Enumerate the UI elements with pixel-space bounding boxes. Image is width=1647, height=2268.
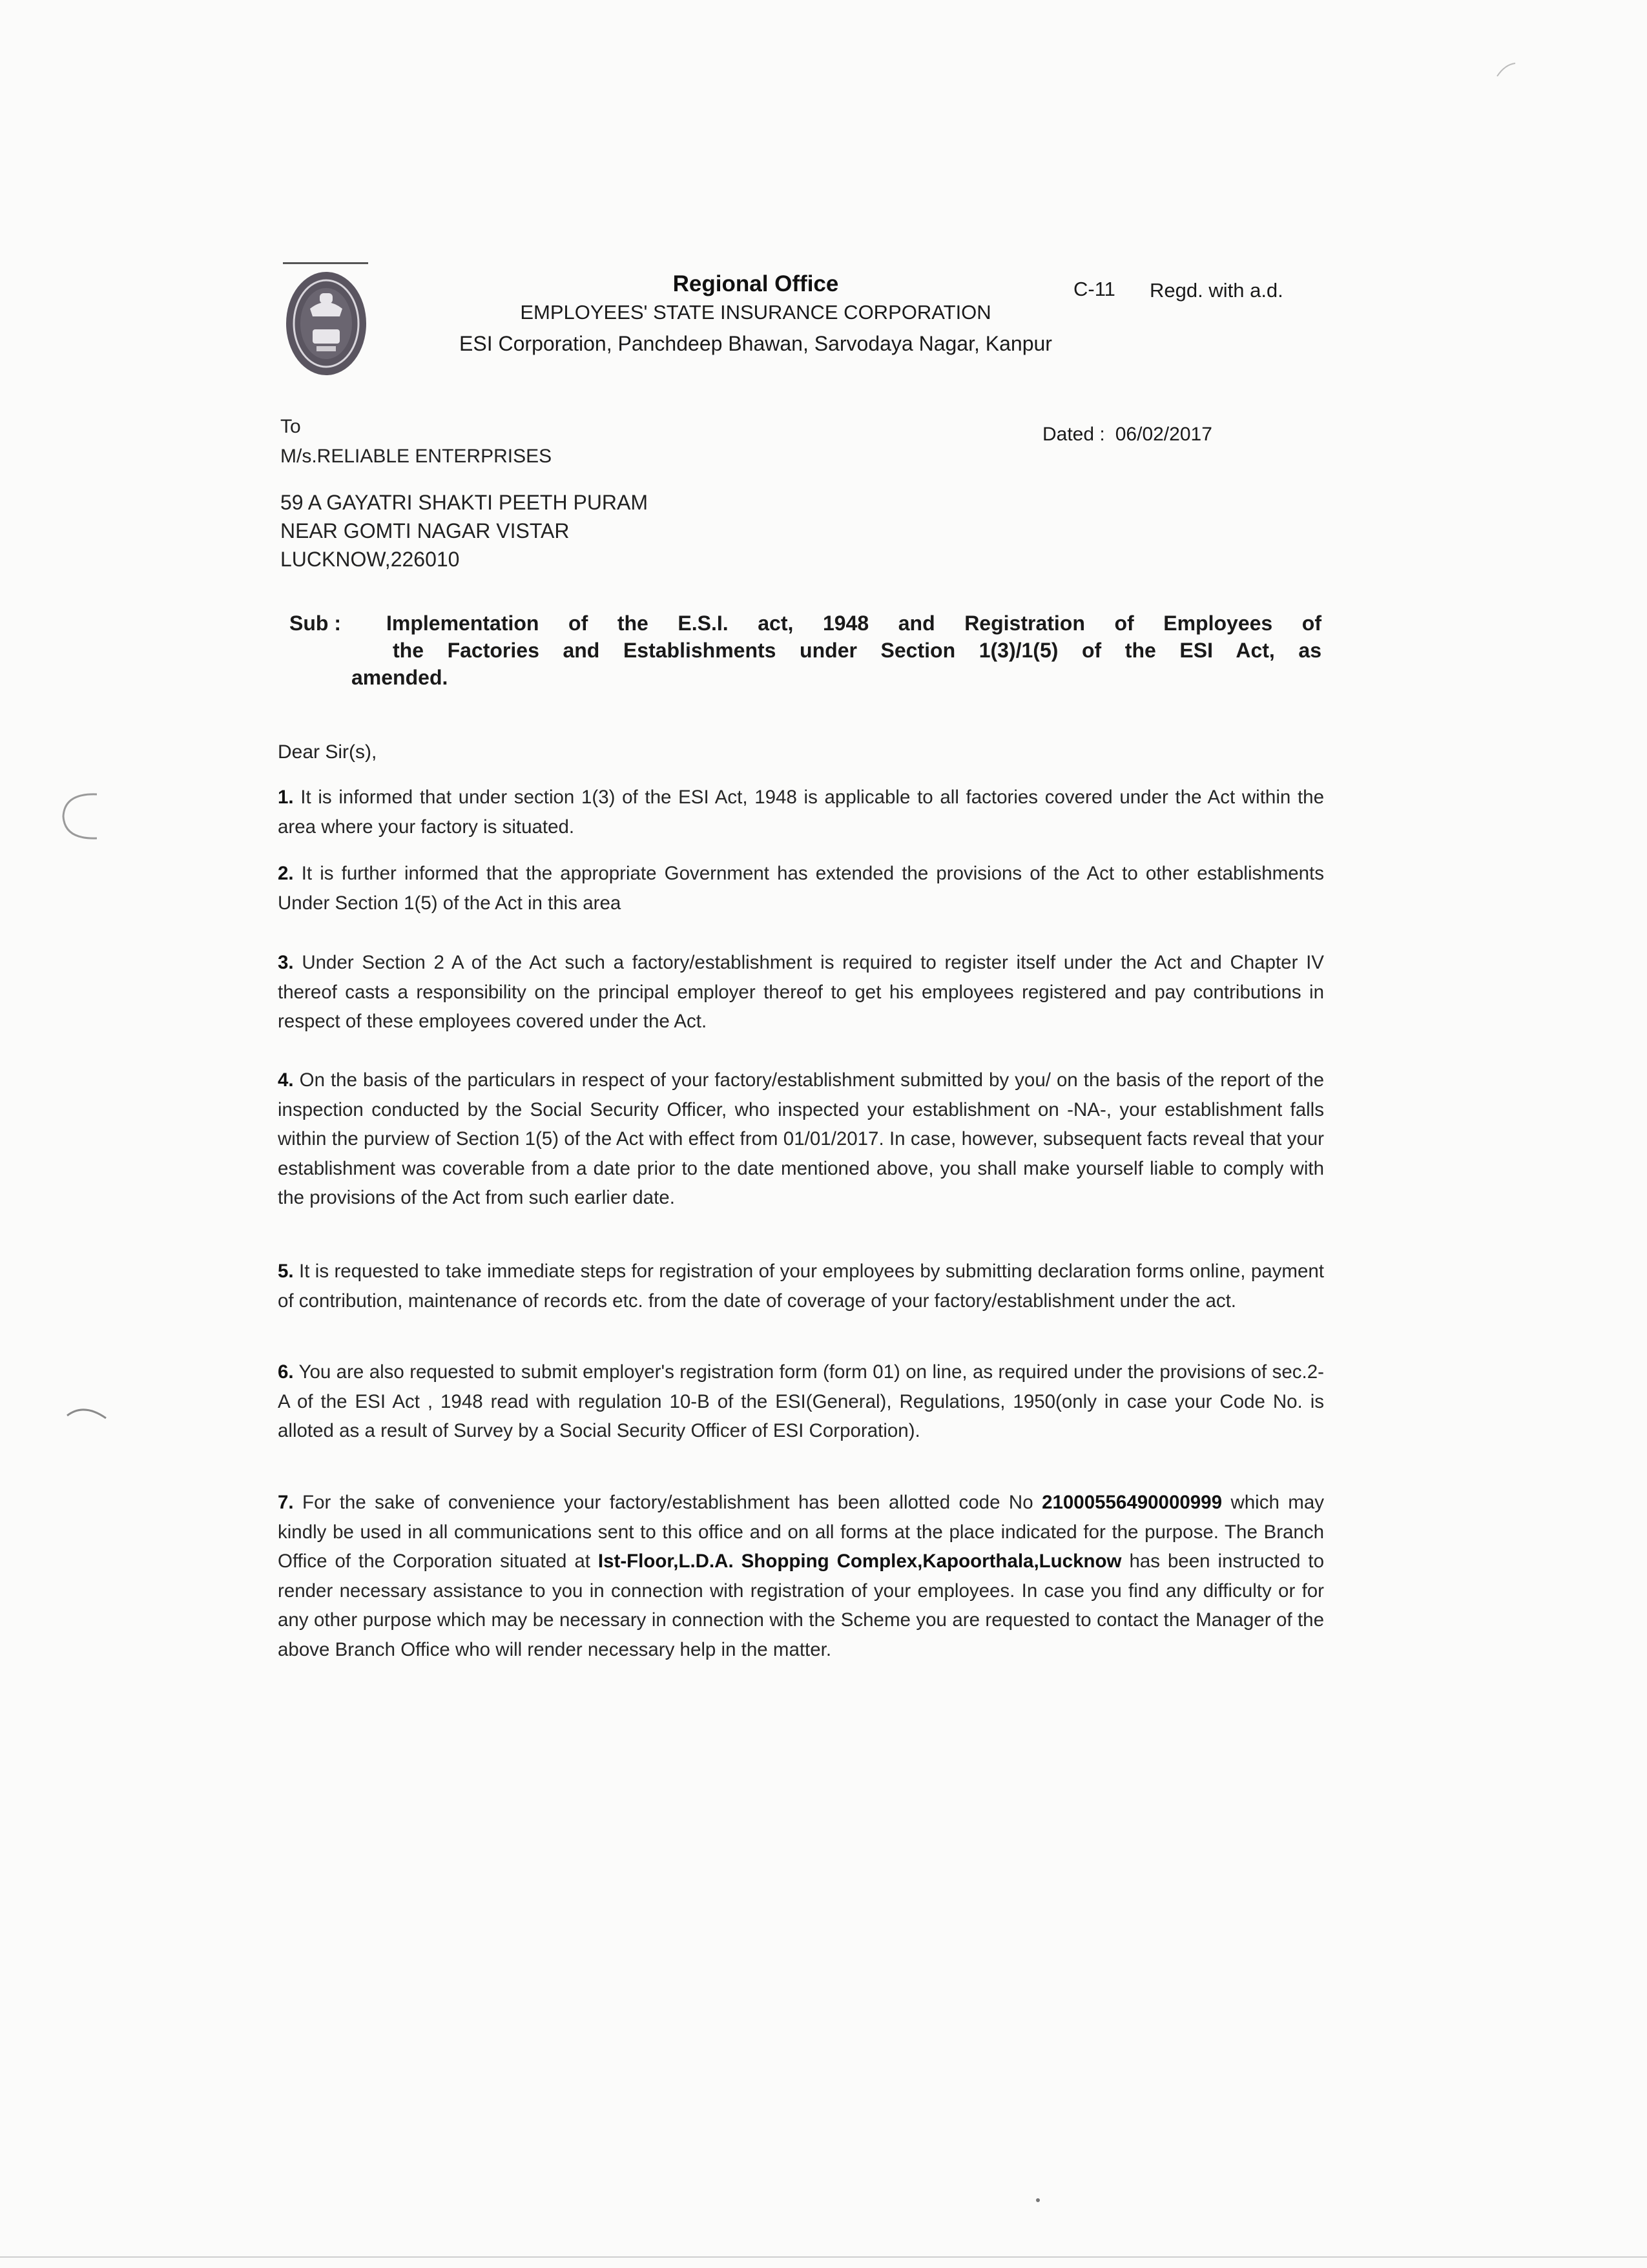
paragraph-text: Under Section 2 A of the Act such a factory/establishment is required to register itself under the Act and Chapter IV thereof casts a responsibility on the principal employer thereof to get his employees registered and pay contributions in respect of these employees covered under the Act. (278, 952, 1324, 1032)
paragraph-7 (278, 1488, 1324, 1664)
page-edge (0, 2256, 1647, 2258)
employer-code: 21000556490000999 (1042, 1492, 1222, 1513)
subject-line1: Implementation of the E.S.I. act, 1948 and Registration of Employees of (386, 612, 1321, 635)
recipient-address-line3: LUCKNOW,226010 (280, 548, 460, 571)
date-label: Dated : (1042, 424, 1105, 445)
branch-office-address: Ist-Floor,L.D.A. Shopping Complex,Kapoorthala,Lucknow (597, 1551, 1122, 1572)
scan-speck (1036, 2198, 1040, 2202)
esic-emblem-icon (284, 270, 368, 377)
paragraph-5 (278, 1257, 1324, 1315)
paragraph-2 (278, 859, 1324, 918)
paragraph-number: 4. (278, 1069, 294, 1091)
punch-hole-mark (65, 1400, 110, 1426)
paragraph-3 (278, 948, 1324, 1036)
paragraph-number: 7. (278, 1492, 294, 1513)
subject-line2: the Factories and Establishments under Section 1(3)/1(5) of the ESI Act, as (393, 639, 1321, 662)
paragraph-text: which may kindly be used in all communications sent to this office and on all forms at the place indicated for the purpose. The Branch Office of the Corporation situated at (278, 1492, 1325, 1572)
paragraph-4 (278, 1066, 1324, 1213)
paragraph-number: 5. (278, 1261, 294, 1282)
to-label: To (280, 416, 301, 437)
paragraph-number: 6. (278, 1361, 294, 1383)
form-code: C-11 (1073, 278, 1115, 300)
letterhead-rule (283, 262, 368, 264)
paragraph-text: It is requested to take immediate steps for registration of your employees by submitting declaration forms online, payment of contribution, maintenance of records etc. from the date of coverage of your factory/establishment under the act. (278, 1261, 1324, 1312)
paragraph-text: For the sake of convenience your factory/establishment has been allotted code No (302, 1492, 1033, 1513)
date-line (1042, 424, 1212, 446)
paragraph-1 (278, 783, 1324, 841)
office-title: Regional Office (672, 271, 839, 296)
scan-speck (1493, 57, 1519, 83)
paragraph-number: 2. (278, 863, 294, 884)
punch-hole-mark (58, 790, 103, 842)
salutation: Dear Sir(s), (278, 741, 377, 763)
paragraph-text: You are also requested to submit employer's registration form (form 01) on line, as required under the provisions of sec.2-A of the ESI Act , 1948 read with regulation 10-B of the ESI(General), Regulations, 1950(only in case your Code No. is alloted as a result of Survey by a Social Security Officer of ESI Corporation). (278, 1361, 1324, 1441)
recipient-address-line2: NEAR GOMTI NAGAR VISTAR (280, 519, 570, 542)
organization-name: EMPLOYEES' STATE INSURANCE CORPORATION (520, 301, 991, 324)
delivery-note: Regd. with a.d. (1150, 279, 1283, 302)
paragraph-6 (278, 1357, 1324, 1446)
paragraph-text: It is informed that under section 1(3) of the ESI Act, 1948 is applicable to all factories covered under the Act within the area where your factory is situated. (278, 787, 1324, 838)
subject-line3: amended. (351, 666, 448, 689)
office-address: ESI Corporation, Panchdeep Bhawan, Sarvodaya Nagar, Kanpur (459, 332, 1052, 355)
subject-label: Sub : (289, 612, 341, 635)
paragraph-number: 1. (278, 787, 294, 808)
date-value: 06/02/2017 (1115, 424, 1212, 445)
paragraph-text: has been instructed to render necessary assistance to you in connection with registration of your employees. In case you find any difficulty or for any other purpose which may be necessary in connection with the Scheme you are requested to contact the Manager of the above Branch Office who will render necessary help in the matter. (278, 1551, 1324, 1660)
paragraph-number: 3. (278, 952, 294, 973)
paragraph-text: It is further informed that the appropriate Government has extended the provisions of the Act to other establishments Under Section 1(5) of the Act in this area (278, 863, 1324, 914)
recipient-address-line1: 59 A GAYATRI SHAKTI PEETH PURAM (280, 491, 648, 514)
recipient-name: M/s.RELIABLE ENTERPRISES (280, 446, 552, 467)
paragraph-text: On the basis of the particulars in respect of your factory/establishment submitted by you/ on the basis of the report of the inspection conducted by the Social Security Officer, who inspected your establishment on -NA-, your establishment falls within the purview of Section 1(5) of the Act with effect from 01/01/2017. In case, however, subsequent facts reveal that your establishment was coverable from a date prior to the date mentioned above, you shall make yourself liable to comply with the provisions of the Act from such earlier date. (278, 1069, 1324, 1208)
